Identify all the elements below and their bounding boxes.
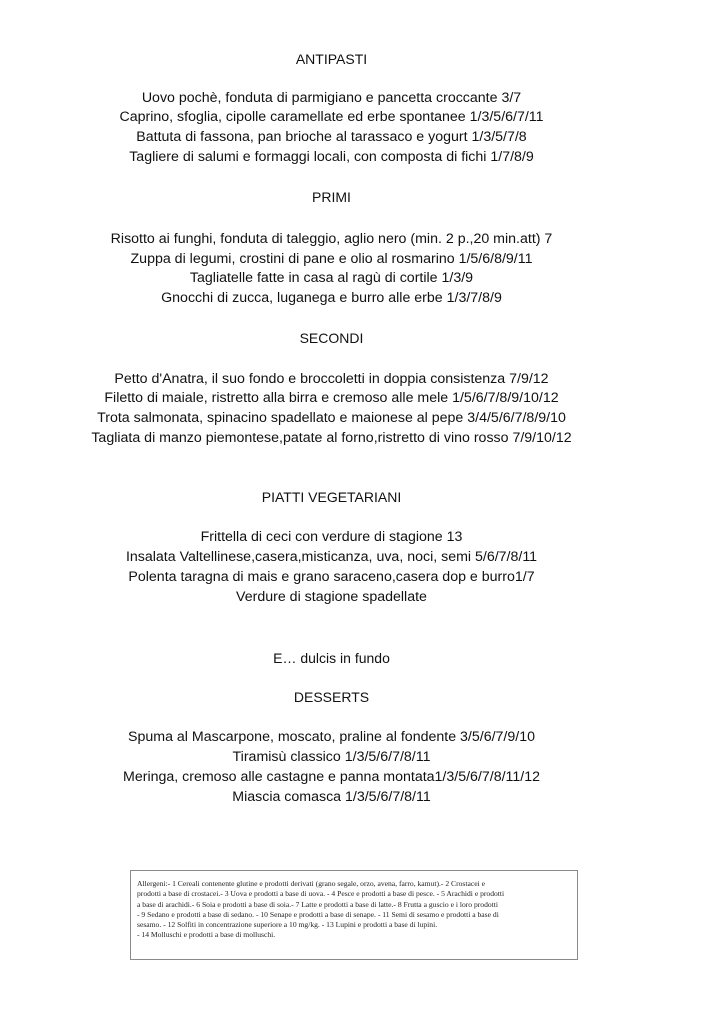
allergen-line: - 14 Molluschi e prodotti a base di molluschi. [137, 930, 276, 940]
menu-item: Frittella di ceci con verdure di stagione 13 [200, 529, 463, 545]
section-title-primi: PRIMI [312, 189, 351, 205]
menu-item: Risotto ai funghi, fonduta di taleggio, aglio nero (min. 2 p.,20 min.att) 7 [110, 231, 553, 247]
menu-item: Zuppa di legumi, crostini di pane e olio al rosmarino 1/5/6/8/9/11 [130, 251, 533, 267]
allergen-line: prodotti a base di crostacei.- 3 Uova e prodotti a base di uova. - 4 Pesce e prodotti a base di pesce. - 5 Arachidi e prodotti [137, 889, 505, 899]
menu-item: Caprino, sfoglia, cipolle caramellate ed erbe spontanee 1/3/5/6/7/11 [119, 109, 544, 125]
section-title-antipasti: ANTIPASTI [295, 51, 368, 67]
menu-item: Miascia comasca 1/3/5/6/7/8/11 [232, 789, 431, 805]
menu-item: Tagliere di salumi e formaggi locali, con composta di fichi 1/7/8/9 [129, 149, 534, 165]
allergen-line: a base di arachidi.- 6 Soia e prodotti a base di soia.- 7 Latte e prodotti a base di latte.- 8 Frutta a guscio e i loro prodotti [137, 899, 499, 909]
menu-item: Polenta taragna di mais e grano saraceno,casera dop e burro1/7 [128, 569, 535, 585]
menu-item: Tiramisù classico 1/3/5/6/7/8/11 [232, 749, 431, 765]
section-title-desserts: DESSERTS [293, 689, 370, 705]
menu-item: Uovo pochè, fonduta di parmigiano e pancetta croccante 3/7 [141, 90, 522, 106]
menu-item: Verdure di stagione spadellate [236, 589, 427, 605]
menu-item: Filetto di maiale, ristretto alla birra e cremoso alle mele 1/5/6/7/8/9/10/12 [104, 390, 559, 406]
menu-item: Tagliata di manzo piemontese,patate al forno,ristretto di vino rosso 7/9/10/12 [91, 430, 572, 446]
allergen-line: Allergeni:- 1 Cereali contenente glutine e prodotti derivati (grano segale, orzo, avena, farro, kamut).- 2 Crostacei e [137, 879, 485, 888]
section-title-vegetariani: PIATTI VEGETARIANI [261, 489, 402, 505]
menu-item: Tagliatelle fatte in casa al ragù di cortile 1/3/9 [189, 270, 474, 286]
menu-item: Battuta di fassona, pan brioche al tarassaco e yogurt 1/3/5/7/8 [136, 129, 527, 145]
menu-item: Gnocchi di zucca, luganega e burro alle erbe 1/3/7/8/9 [161, 290, 502, 306]
menu-item: Petto d'Anatra, il suo fondo e broccoletti in doppia consistenza 7/9/12 [114, 371, 549, 387]
allergen-line: sesamo. - 12 Solfiti in concentrazione superiore a 10 mg/kg. - 13 Lupini e prodotti a base di lupini. [137, 920, 438, 930]
tagline: E… dulcis in fundo [273, 650, 390, 666]
menu-item: Spuma al Mascarpone, moscato, praline al fondente 3/5/6/7/9/10 [128, 729, 535, 745]
menu-item: Meringa, cremoso alle castagne e panna montata1/3/5/6/7/8/11/12 [123, 769, 540, 785]
allergen-line: - 9 Sedano e prodotti a base di sedano. - 10 Senape e prodotti a base di senape. - 11 Semi di sesamo e prodotti a base di [137, 909, 499, 919]
menu-item: Trota salmonata, spinacino spadellato e maionese al pepe 3/4/5/6/7/8/9/10 [97, 410, 566, 426]
menu-item: Insalata Valtellinese,casera,misticanza, uva, noci, semi 5/6/7/8/11 [125, 549, 538, 565]
allergen-legend [130, 870, 578, 960]
section-title-secondi: SECONDI [299, 330, 364, 346]
